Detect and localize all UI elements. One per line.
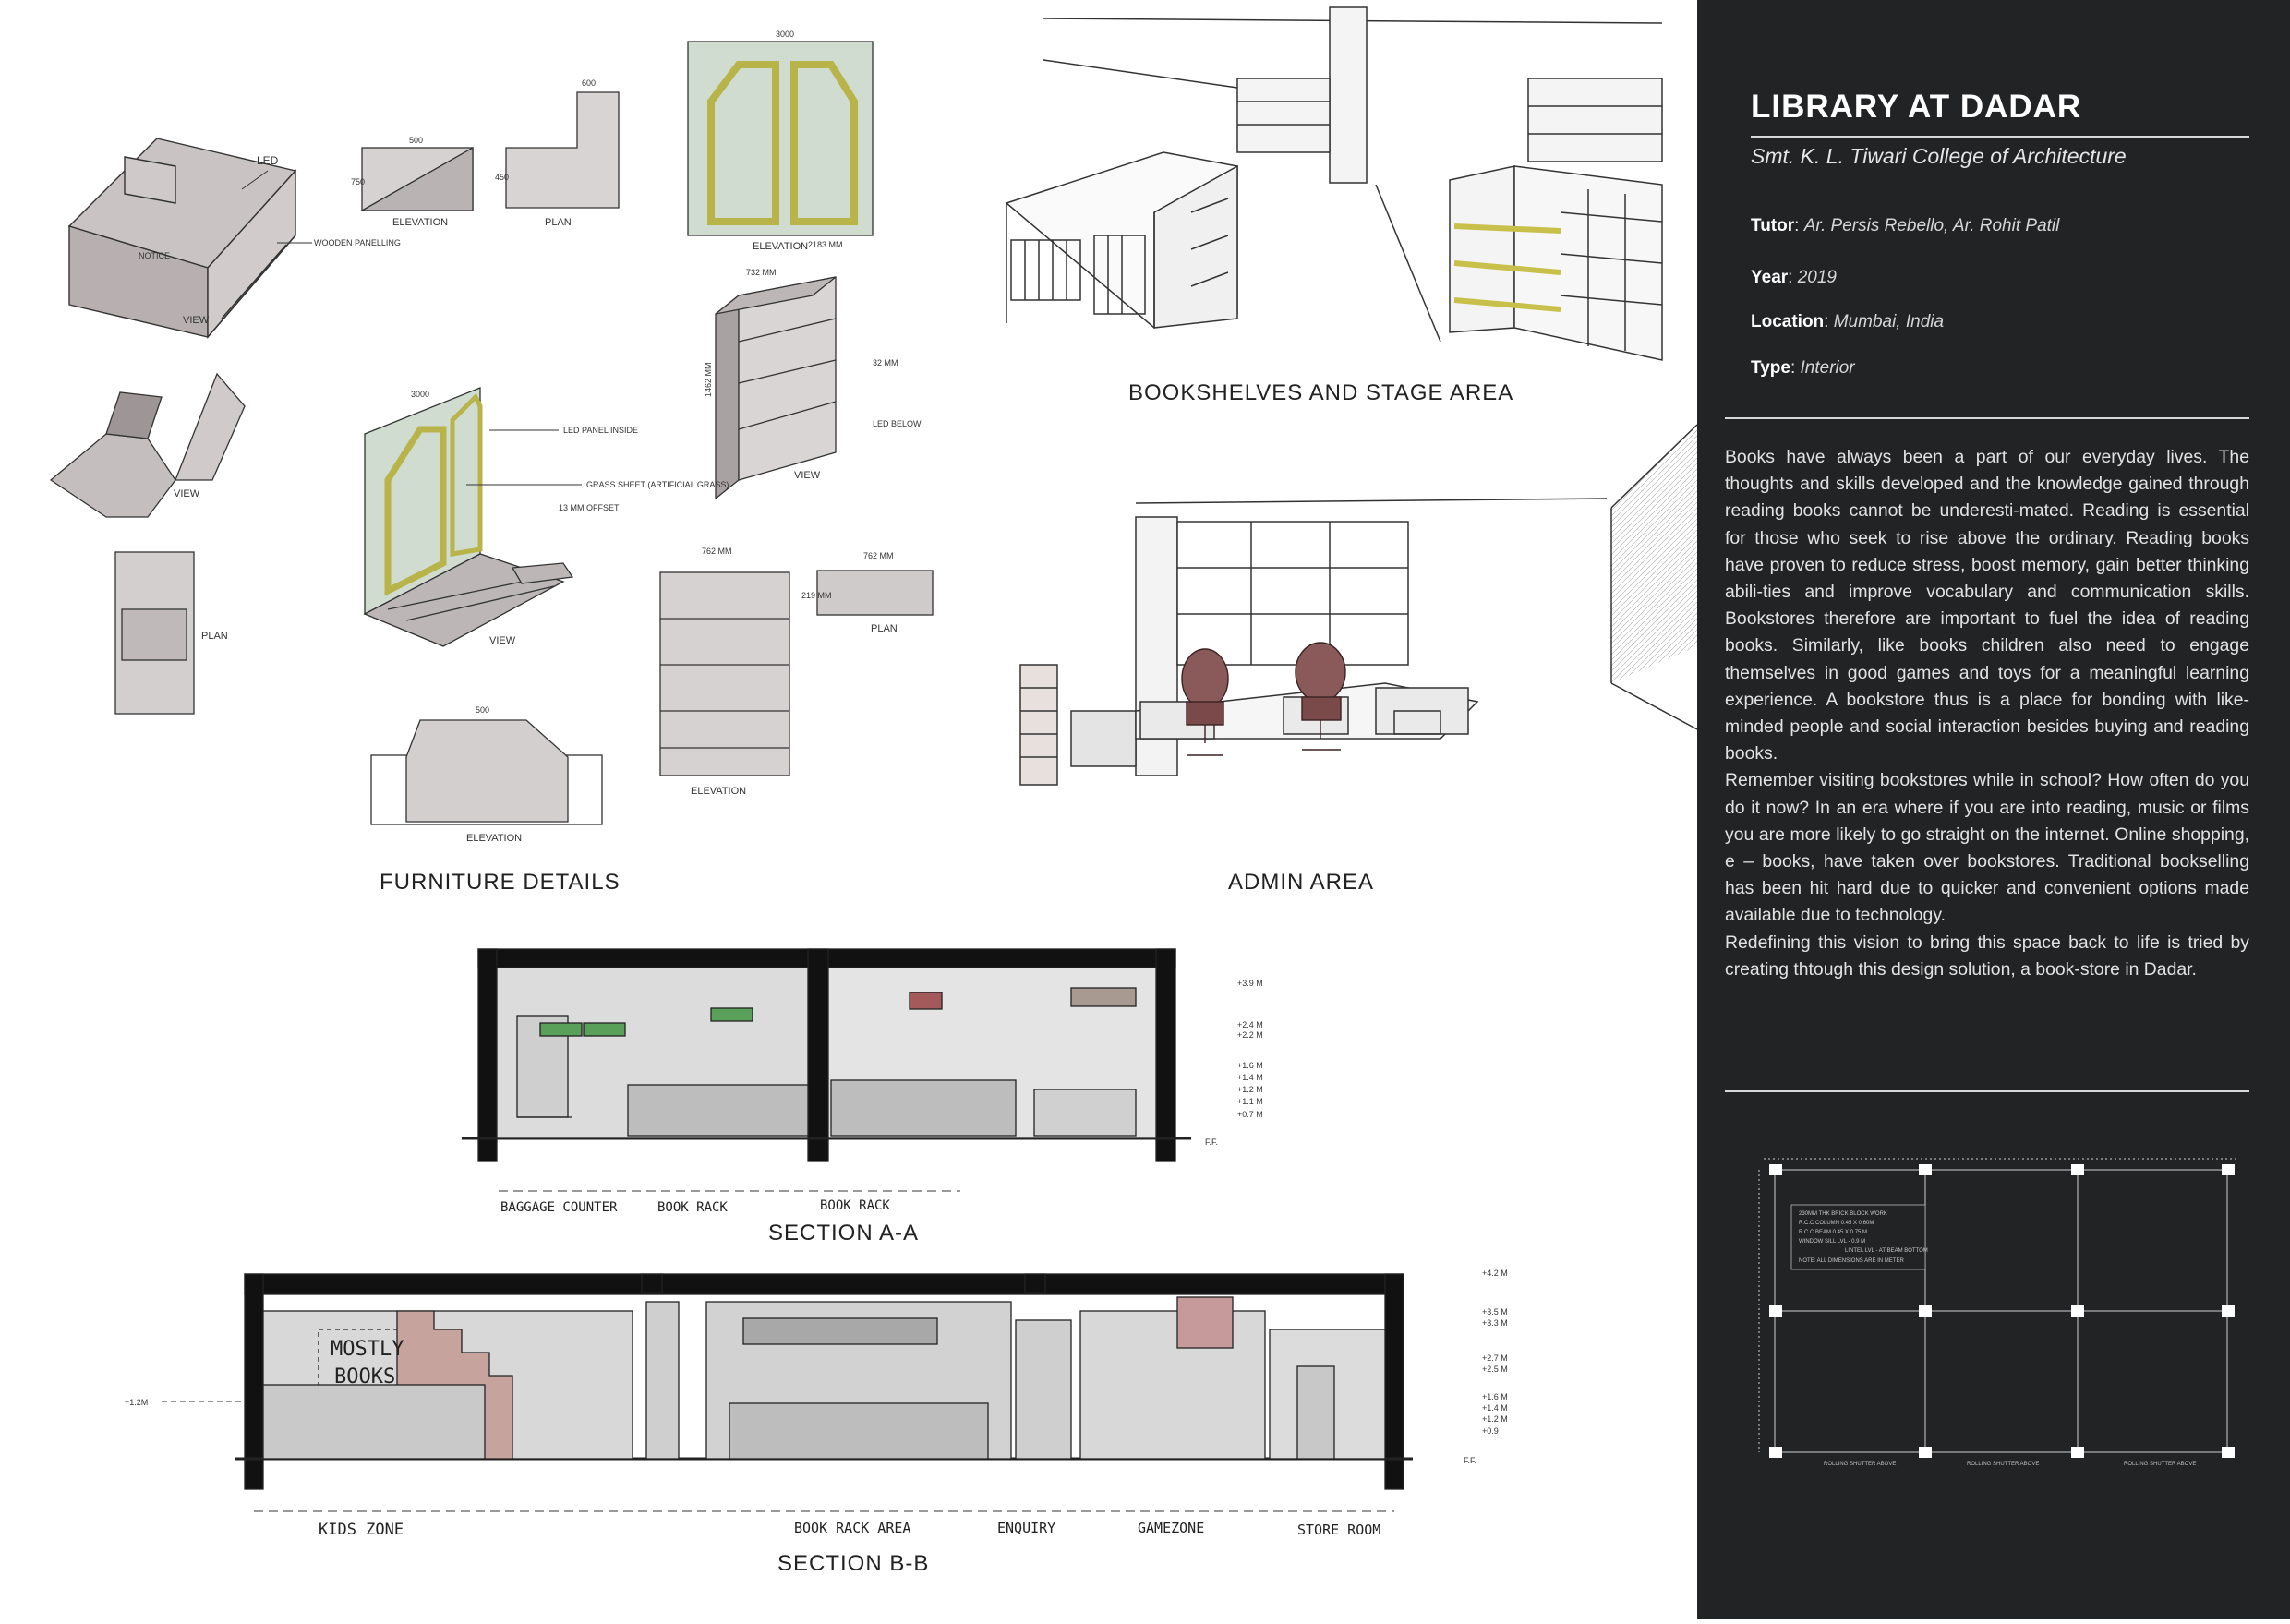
level-b-2: +3.3 M	[1482, 1318, 1508, 1328]
bookshelf-view	[716, 277, 836, 499]
title-divider	[1751, 136, 2249, 138]
meta-type-value: Interior	[1800, 358, 1855, 378]
project-info-panel	[1697, 0, 2290, 1619]
meta-year-label: Year	[1751, 268, 1789, 287]
meta-location: Location: Mumbai, India	[1751, 312, 1945, 331]
level-a-3: +1.6 M	[1237, 1061, 1263, 1070]
meta-tutor: Tutor: Ar. Persis Rebello, Ar. Rohit Patil	[1751, 216, 2060, 235]
admin-sketch	[1020, 420, 1697, 785]
dim-450: 450	[495, 173, 510, 182]
label-plan-3: PLAN	[871, 623, 898, 634]
label-books: BOOKS	[334, 1365, 396, 1389]
label-baggage-counter: BAGGAGE COUNTER	[500, 1200, 618, 1215]
shelf-plan	[817, 571, 933, 615]
label-store-room: STORE ROOM	[1297, 1522, 1381, 1538]
meta-type-label: Type	[1751, 358, 1790, 378]
floor-plan	[1736, 1149, 2262, 1473]
meta-tutor-value: Ar. Persis Rebello, Ar. Rohit Patil	[1803, 216, 2060, 235]
label-offset: 13 MM OFFSET	[559, 503, 620, 512]
section-a-a	[462, 949, 1191, 1161]
level-a-5: +1.2 M	[1237, 1085, 1263, 1094]
level-b-4: +2.5 M	[1482, 1365, 1508, 1374]
dim-732: 732 MM	[746, 268, 777, 277]
description-paragraph-3: Redefining this vision to bring this space back to life is tried by creating thtough this design solution, a book-store in Dadar.	[1725, 932, 2249, 980]
meta-type: Type: Interior	[1751, 358, 1855, 378]
rolling-shutter-3: ROLLING SHUTTER ABOVE	[2124, 1462, 2197, 1467]
meta-location-value: Mumbai, India	[1833, 312, 1945, 331]
label-elevation-1: ELEVATION	[392, 217, 449, 228]
level-b-left: +1.2M	[125, 1398, 149, 1407]
dim-762-b: 762 MM	[863, 551, 894, 560]
level-a-0: +3.9 M	[1237, 979, 1263, 988]
meta-location-label: Location	[1751, 312, 1825, 331]
dim-500: 500	[409, 136, 424, 145]
caption-furniture-details: FURNITURE DETAILS	[380, 870, 621, 895]
level-b-6: +1.4 M	[1482, 1403, 1508, 1413]
label-led: LED	[257, 154, 279, 167]
legend-lintel: LINTEL LVL - AT BEAM BOTTOM	[1845, 1248, 1928, 1254]
label-book-rack-1: BOOK RACK	[657, 1200, 728, 1215]
level-a-1: +2.4 M	[1237, 1020, 1263, 1029]
dim-3000-b: 3000	[411, 390, 430, 399]
label-led-panel: LED PANEL INSIDE	[563, 426, 639, 435]
label-enquiry: ENQUIRY	[997, 1520, 1056, 1536]
description-paragraph-1: Books have always been a part of our everyday lives. The thoughts and skills developed and the knowledge gained through reading books cannot be underesti-mated. Reading is essential for those who seek to rise above the ordinary. Reading books have proven to reduce stress, boost memory, gain better thinking abili-ties and improve vocabulary and communication skills. Bookstores therefore are important to fuel the idea of reading books. Similarly, like books children also need to engage themselves in good games and toys for a meaningful learning experience. A bookstore thus is a place for bonding with like-minded people and social interaction besides buying and reading books.	[1725, 447, 2249, 764]
label-plan-1: PLAN	[545, 217, 572, 228]
rolling-shutter-1: ROLLING SHUTTER ABOVE	[1824, 1462, 1897, 1467]
meta-year-value: 2019	[1797, 268, 1837, 287]
caption-section-b-b: SECTION B-B	[777, 1551, 930, 1576]
label-view-3: VIEW	[174, 488, 200, 499]
svg-text:NOTICE: NOTICE	[139, 251, 171, 260]
label-wooden-panelling: WOODEN PANELLING	[314, 238, 401, 247]
level-a-2: +2.2 M	[1237, 1030, 1263, 1040]
label-book-rack-area: BOOK RACK AREA	[794, 1520, 911, 1536]
caption-section-a-a: SECTION A-A	[768, 1221, 920, 1245]
dim-600: 600	[582, 78, 597, 88]
meta-year: Year: 2019	[1751, 268, 1837, 287]
level-a-6: +1.1 M	[1237, 1097, 1263, 1106]
label-elevation-2: ELEVATION	[753, 241, 809, 252]
dim-2183: 2183 MM	[808, 240, 843, 249]
stage-view	[365, 388, 572, 646]
level-b-5: +1.6 M	[1482, 1392, 1508, 1401]
level-b-7: +1.2 M	[1482, 1414, 1508, 1424]
project-description	[1725, 444, 2249, 983]
dim-762-a: 762 MM	[702, 547, 732, 556]
label-view-1: VIEW	[183, 315, 210, 326]
dim-500-b: 500	[476, 705, 490, 715]
legend-window: WINDOW SILL LVL - 0.9 M	[1799, 1239, 1866, 1245]
legend-column: R.C.C COLUMN 0.45 X 0.60M	[1799, 1221, 1874, 1226]
dim-219: 219 MM	[802, 591, 832, 600]
level-b-1: +3.5 M	[1482, 1307, 1508, 1317]
stage-elevation	[688, 42, 873, 235]
legend-note: NOTE: ALL DIMENSIONS ARE IN METER	[1799, 1258, 1904, 1264]
meta-tutor-label: Tutor	[1751, 216, 1795, 235]
octagon-elevation	[371, 720, 602, 824]
label-elevation-4: ELEVATION	[691, 786, 747, 797]
level-b-8: +0.9	[1482, 1426, 1499, 1436]
section-a-a-levels	[1205, 979, 1263, 1147]
bookshelves-sketch	[1006, 7, 1662, 360]
description-paragraph-2: Remember visiting bookstores while in school? How often do you do it now? In an era where if you are into reading, music or films you are more likely to go straight on the internet. Online shopping, e – books, have taken over bookstores. Traditional bookselling has been hit hard due to quicker and convenient options made available due to technology.	[1725, 770, 2249, 926]
kiosk-view	[51, 374, 245, 517]
dim-32: 32 MM	[873, 358, 898, 367]
project-title: LIBRARY AT DADAR	[1751, 89, 2082, 125]
label-view-2: VIEW	[794, 470, 821, 481]
label-mostly: MOSTLY	[331, 1338, 404, 1361]
dim-1462: 1462 MM	[704, 362, 713, 397]
meta-divider	[1725, 417, 2249, 419]
level-b-ff: F.F.	[1464, 1456, 1477, 1465]
label-gamezone: GAMEZONE	[1138, 1520, 1205, 1536]
level-a-4: +1.4 M	[1237, 1073, 1263, 1082]
label-grass-sheet: GRASS SHEET (ARTIFICIAL GRASS)	[586, 480, 729, 489]
level-b-0: +4.2 M	[1482, 1269, 1508, 1278]
elevation-small	[362, 148, 473, 211]
label-book-rack-2: BOOK RACK	[820, 1198, 890, 1213]
rolling-shutter-2: ROLLING SHUTTER ABOVE	[1967, 1462, 2040, 1467]
level-a-ff: F.F.	[1205, 1137, 1219, 1147]
plan-small	[506, 92, 619, 208]
label-elevation-3: ELEVATION	[466, 833, 523, 844]
section-b-b	[235, 1274, 1413, 1489]
dim-3000-a: 3000	[776, 30, 795, 39]
project-subtitle: Smt. K. L. Tiwari College of Architecture	[1751, 144, 2127, 168]
label-kids-zone: KIDS ZONE	[319, 1521, 404, 1539]
caption-admin-area: ADMIN AREA	[1228, 870, 1375, 895]
caption-bookshelves-stage: BOOKSHELVES AND STAGE AREA	[1128, 380, 1514, 405]
section-b-b-levels	[1464, 1269, 1508, 1465]
label-plan-2: PLAN	[201, 631, 228, 642]
legend-beam: R.C.C BEAM 0.45 X 0.75 M	[1799, 1230, 1868, 1235]
kiosk-plan	[115, 552, 194, 714]
level-a-7: +0.7 M	[1237, 1110, 1263, 1119]
level-b-3: +2.7 M	[1482, 1353, 1508, 1363]
shelf-elevation	[660, 572, 789, 776]
dim-750: 750	[351, 177, 366, 186]
counter-view	[69, 138, 295, 337]
legend-brick: 230MM THK BRICK BLOCK WORK	[1799, 1211, 1887, 1217]
label-led-below: LED BELOW	[873, 419, 922, 428]
description-divider	[1725, 1090, 2249, 1092]
label-view-4: VIEW	[489, 635, 516, 646]
